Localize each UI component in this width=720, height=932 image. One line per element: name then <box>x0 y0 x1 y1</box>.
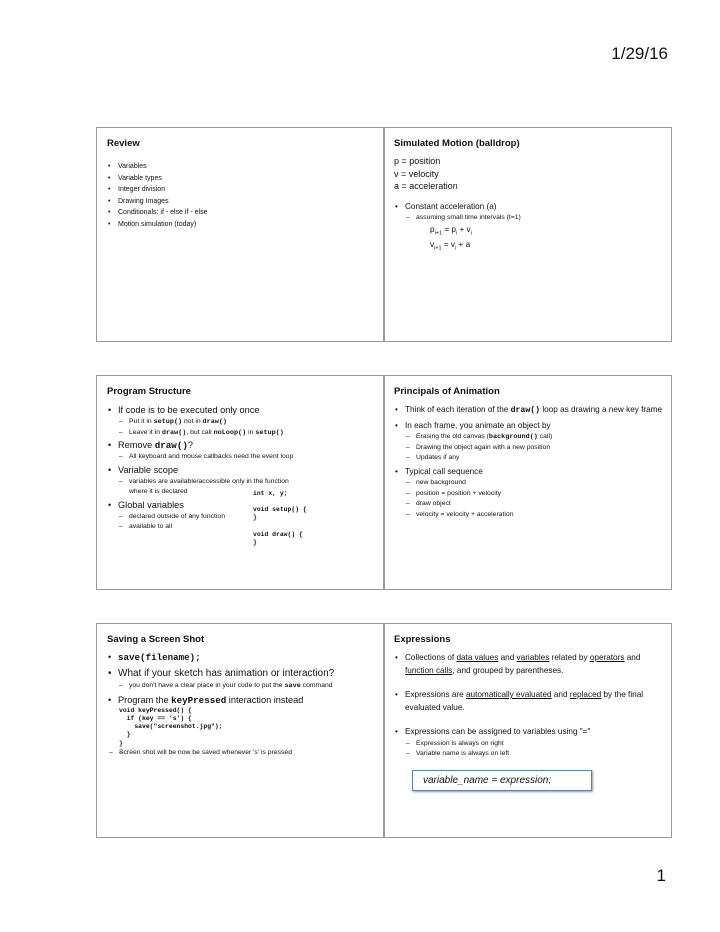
bullet: • Think of each iteration of the draw() loop as drawing a new key frame <box>394 404 663 418</box>
definition-box: variable_name = expression; <box>412 770 592 791</box>
bullet: • Program the keyPressed interaction instead <box>107 694 376 707</box>
code-snippet: void keyPressed() { if (key == 's') { save("screenshot.jpg"); } } <box>119 706 223 747</box>
page-number: 1 <box>656 866 666 885</box>
sub-bullet: – – Screen shot will be now be saved whenever 's' is pressed <box>107 748 376 759</box>
sub-bullet: – available to all <box>107 522 376 533</box>
sub-bullet: – Expression is always on right <box>394 739 663 750</box>
slide-title: Principals of Animation <box>394 386 500 397</box>
code-snippet: int x, y; void setup() { } void draw() { } <box>253 489 307 547</box>
sub-bullet: – variables are available/accessible only in the function where it is declared <box>107 477 297 498</box>
slide-title: Program Structure <box>107 386 191 397</box>
sub-bullet: – assuming small time intervals (t=1) <box>394 213 663 224</box>
bullet: • Collections of data values and variables related by operators and function calls, and grouped by parentheses. <box>394 652 663 677</box>
slide-title: Expressions <box>394 634 451 645</box>
list-item: • Conditionals: if - else if - else <box>107 207 376 219</box>
slide-program-structure <box>96 375 385 590</box>
sub-bullet: – All keyboard and mouse callbacks need the event loop <box>107 452 376 463</box>
bullet: • Expressions can be assigned to variables using "=" <box>394 726 663 739</box>
slide-title: Review <box>107 138 140 149</box>
bullet: • Remove draw()? <box>107 439 376 452</box>
definition-line: a = acceleration <box>394 181 458 191</box>
bullet: • What if your sketch has animation or interaction? <box>107 666 376 681</box>
sub-bullet: – new background <box>394 478 663 489</box>
bullet: • Expressions are automatically evaluated and replaced by the final evaluated value. <box>394 689 663 714</box>
sub-bullet: – Variable name is always on left <box>394 749 663 760</box>
sub-bullet: – declared outside of any function <box>107 512 297 523</box>
list-item: • Variables <box>107 161 376 173</box>
page-date: 1/29/16 <box>611 44 668 63</box>
list-item: • Motion simulation (today) <box>107 219 376 231</box>
bullet: • Constant acceleration (a) <box>394 201 663 214</box>
sub-bullet: – draw object <box>394 499 663 510</box>
sub-bullet: – velocity = velocity + acceleration <box>394 510 663 521</box>
slide-principals-of-animation <box>383 375 672 590</box>
sub-bullet: – Put it in setup() not in draw() <box>107 417 376 428</box>
list-item: • Integer division <box>107 184 376 196</box>
bullet: • In each frame, you animate an object by <box>394 420 663 433</box>
definition-line: p = position <box>394 156 441 166</box>
bullet: • Typical call sequence <box>394 466 663 479</box>
slide-simulated-motion <box>383 127 672 342</box>
definition-line: v = velocity <box>394 168 439 179</box>
sub-bullet: – Drawing the object again with a new position <box>394 443 663 454</box>
bullet: • If code is to be executed only once <box>107 404 376 417</box>
equation-position: $p_{i+1} = p_i + v_i$ <box>430 224 472 237</box>
sub-bullet: – Erasing the old canvas (background() call) <box>394 432 663 443</box>
slide-expressions <box>383 623 672 838</box>
equation-velocity: $v_{i+1} = v_i + a$ <box>430 240 471 252</box>
list-item: • Variable types <box>107 173 376 185</box>
sub-bullet: – Leave it in draw(), but call noLoop() in setup() <box>107 428 376 439</box>
slide-title: Simulated Motion (balldrop) <box>394 138 520 149</box>
slide-title: Saving a Screen Shot <box>107 634 205 645</box>
list-item: • Drawing Images <box>107 196 376 208</box>
sub-bullet: – Updates if any <box>394 453 663 464</box>
sub-bullet: – you don't have a clear place in your code to put the save command <box>107 681 376 692</box>
bullet: • Variable scope <box>107 464 376 477</box>
slide-review <box>96 127 385 342</box>
sub-bullet: – position = position + velocity <box>394 489 663 500</box>
bullet: • save(filename); <box>107 651 376 664</box>
slide-saving-screen-shot <box>96 623 385 838</box>
bullet: • Global variables <box>107 499 376 512</box>
